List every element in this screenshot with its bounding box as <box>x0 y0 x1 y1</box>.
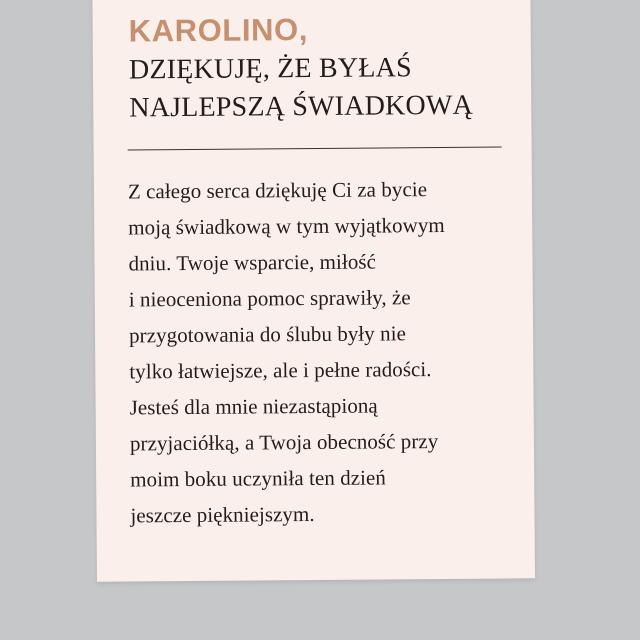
body-line-1: Z całego serca dziękuję Ci za bycie <box>127 177 428 204</box>
body-line-4: i nieoceniona pomoc sprawiły, że <box>128 285 411 312</box>
body-line-9: moim boku uczyniła ten dzień <box>130 465 386 492</box>
body-line-2: moją świadkową w tym wyjątkowym <box>128 212 445 240</box>
card-body-text <box>128 170 513 533</box>
card-title-line-1: DZIĘKUJĘ, ŻE BYŁAŚ <box>128 52 412 86</box>
heading-divider <box>128 147 502 151</box>
body-line-3: dniu. Twoje wsparcie, miłość <box>128 249 377 276</box>
body-line-8: przyjaciółką, a Twoja obecność przy <box>129 429 439 456</box>
body-line-7: Jesteś dla mnie niezastąpioną <box>129 393 378 420</box>
recipient-name: KAROLINO, <box>128 12 309 49</box>
card-title-line-2: NAJLEPSZĄ ŚWIADKOWĄ <box>129 89 474 124</box>
body-line-10: jeszcze piękniejszym. <box>130 502 315 528</box>
card-heading <box>129 10 510 127</box>
thank-you-card <box>92 0 535 582</box>
body-line-5: przygotowania do ślubu były nie <box>128 321 407 348</box>
card-content <box>92 0 535 582</box>
body-line-6: tylko łatwiejsze, ale i pełne radości. <box>129 357 432 384</box>
